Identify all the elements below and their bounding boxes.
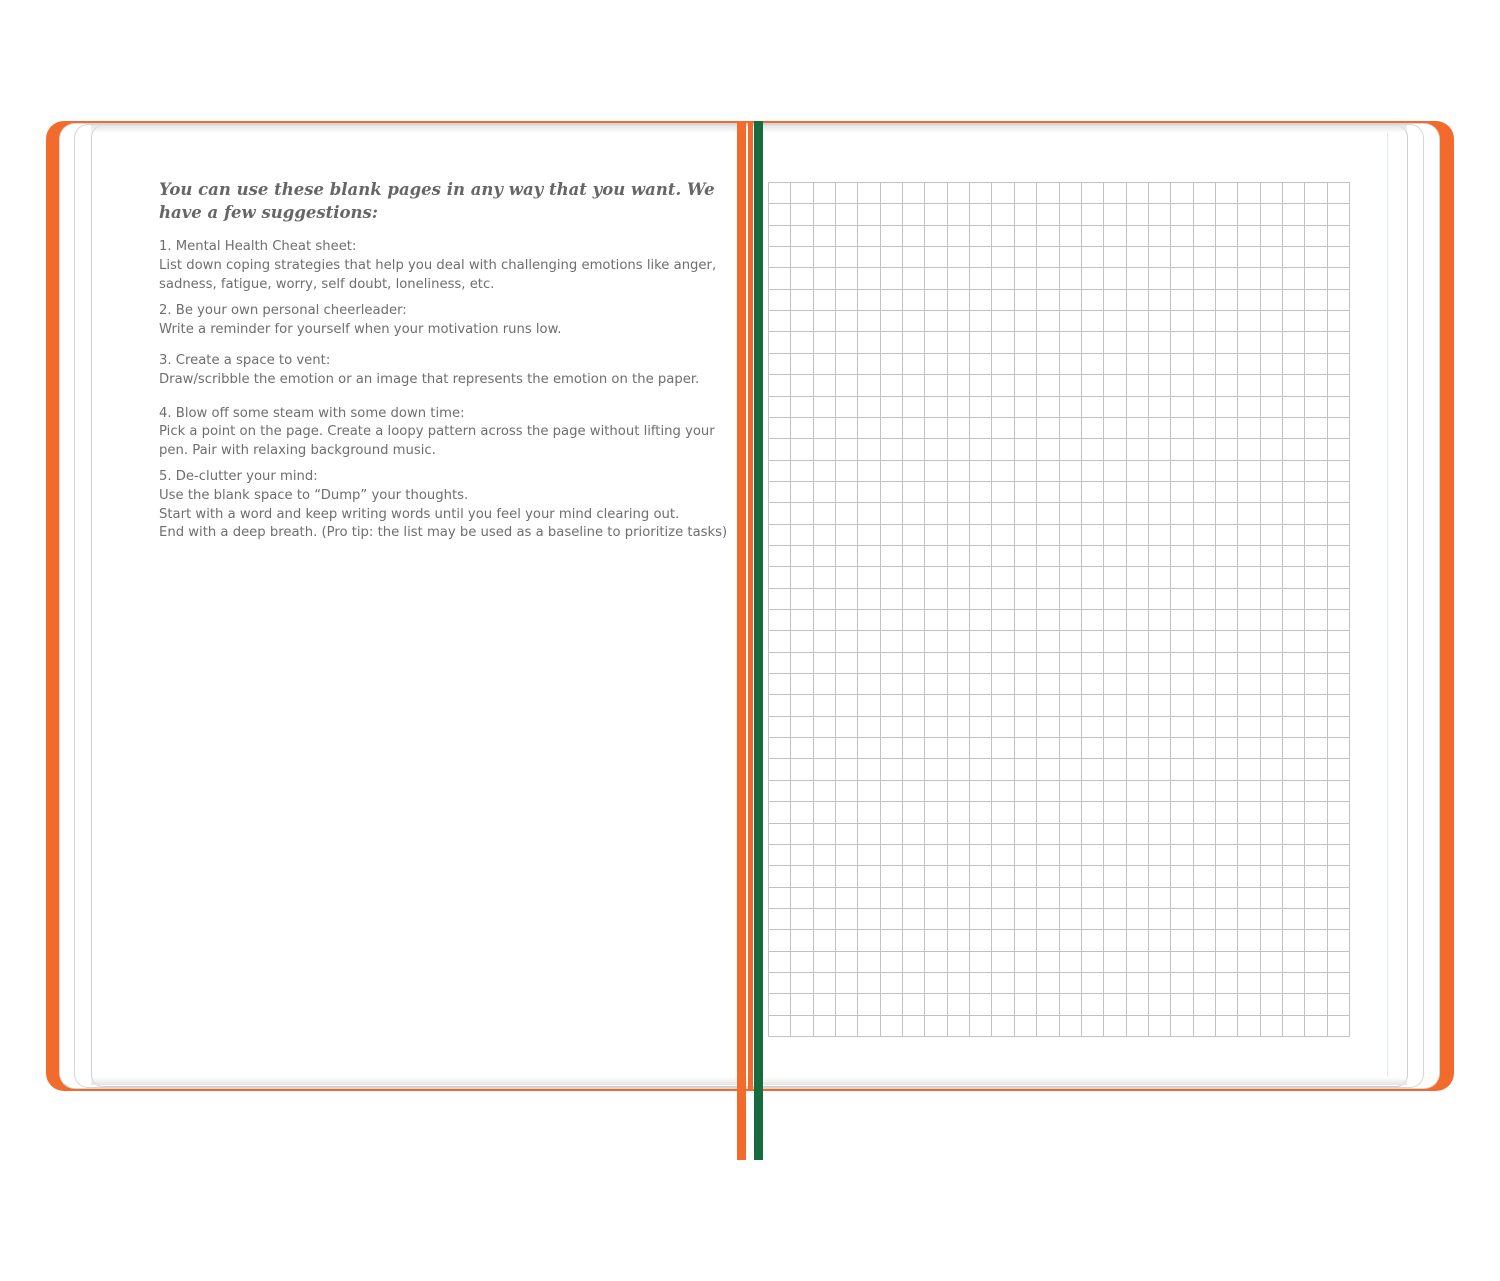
suggestions-text [159, 178, 729, 543]
graph-paper-grid [768, 182, 1352, 1038]
right-page-edge-line [1387, 133, 1388, 1077]
suggestion-text: Start with a word and keep writing words until you feel your mind clearing out. [159, 506, 680, 522]
page-heading: You can use these blank pages in any way that you want. We have a few suggestions: [159, 180, 715, 222]
right-page-bottom-shade [763, 1077, 1407, 1085]
suggestion-title: 5. De-clutter your mind: [159, 468, 318, 484]
suggestion-title: 4. Blow off some steam with some down time: [159, 405, 465, 421]
suggestion-title: 2. Be your own personal cheerleader: [159, 303, 407, 319]
suggestion-text: Draw/scribble the emotion or an image that represents the emotion on the paper. [159, 371, 700, 387]
right-page-top-shade [763, 125, 1407, 133]
suggestion-text: List down coping strategies that help you deal with challenging emotions like anger, sadness, fatigue, worry, self doubt, loneliness, etc. [159, 257, 717, 292]
suggestion-item [159, 302, 729, 340]
left-page-bottom-shade [91, 1077, 747, 1085]
suggestion-text: Use the blank space to “Dump” your thoughts. [159, 487, 469, 503]
suggestion-item [159, 238, 729, 294]
suggestion-text: End with a deep breath. (Pro tip: the list may be used as a baseline to prioritize tasks) [159, 525, 728, 541]
suggestion-text: Pick a point on the page. Create a loopy pattern across the page without lifting your pen. Pair with relaxing background music. [159, 424, 715, 459]
left-page-top-shade [91, 125, 747, 133]
suggestion-item [159, 352, 729, 390]
suggestion-item [159, 405, 729, 461]
suggestion-title: 3. Create a space to vent: [159, 352, 331, 368]
suggestion-title: 1. Mental Health Cheat sheet: [159, 239, 357, 254]
orange-bookmark-ribbon [737, 121, 746, 1160]
suggestion-text: Write a reminder for yourself when your motivation runs low. [159, 322, 562, 338]
suggestion-item [159, 468, 729, 543]
green-bookmark-ribbon [754, 121, 763, 1160]
